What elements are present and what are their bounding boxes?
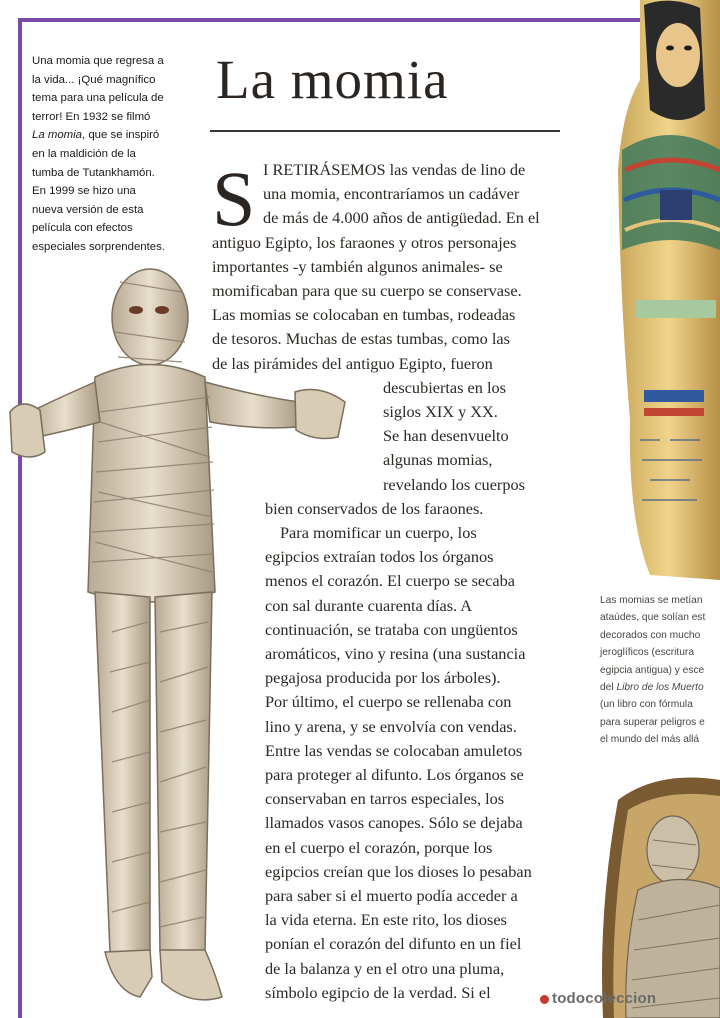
article-line: Se han desenvuelto (383, 426, 509, 446)
article-line: I RETIRÁSEMOS las vendas de lino de (263, 160, 526, 179)
article-line: en el cuerpo el corazón, porque los (265, 837, 493, 857)
book-title-italic: Libro de los Muerto (616, 682, 704, 694)
film-title-italic: La momia (32, 129, 83, 142)
article-line: conservaban en tarros especiales, los (265, 789, 505, 809)
article-line: lino y arena, y se envolvía con vendas. (265, 716, 517, 736)
caption-line (32, 126, 182, 145)
article-line: continuación, se trataba con ungüentos (265, 619, 518, 639)
article-line: Por último, el cuerpo se rellenaba con (265, 692, 512, 712)
article-line: la vida eterna. En este rito, los dioses (265, 910, 507, 930)
article-line: de más de 4.000 años de antigüedad. En el (263, 208, 540, 228)
caption-text: del (600, 682, 617, 694)
caption-line: terror! En 1932 se filmó (32, 110, 151, 123)
mummy-coffin-illustration (598, 770, 720, 1018)
caption-line: nueva versión de esta (32, 203, 144, 216)
sarcophagus-illustration (600, 0, 720, 580)
article-line: Entre las vendas se colocaban amuletos (265, 740, 523, 760)
article-line: siglos XIX y XX. (383, 402, 498, 421)
drop-cap: S (212, 155, 256, 242)
caption-line: Una momia que regresa a (32, 55, 164, 67)
article-line: de la balanza y en el otro una pluma, (265, 958, 505, 978)
caption-line: ataúdes, que solían est (600, 612, 706, 624)
article-line: de las pirámides del antiguo Egipto, fueron (212, 353, 493, 373)
article-line: egipcios extraían todos los órganos (265, 547, 494, 567)
article-line: para saber si el muerto podía acceder a (265, 886, 518, 905)
article-line: Para momificar un cuerpo, los (280, 523, 477, 542)
watermark (540, 990, 656, 1007)
caption-line: la vida... ¡Qué magnífico (32, 73, 156, 86)
article-line: pegajosa producida por los árboles). (265, 668, 501, 688)
caption-line: especiales sorprendentes. (32, 240, 165, 253)
caption-line: En 1999 se hizo una (32, 185, 136, 198)
article-line: ponían el corazón del difunto en un fiel (265, 934, 522, 954)
caption-line: egipcia antigua) y esce (600, 664, 705, 676)
caption-line: el mundo del más allá (600, 734, 700, 746)
article-line: revelando los cuerpos (383, 474, 525, 494)
article-line: para proteger al difunto. Los órganos se (265, 765, 524, 784)
title-underline (210, 130, 560, 132)
article-line: con sal durante cuarenta días. A (265, 595, 473, 615)
article-line: bien conservados de los faraones. (265, 498, 484, 518)
article-line: egipcios creían que los dioses lo pesaban (265, 861, 532, 881)
article-line: antiguo Egipto, los faraones y otros personajes (212, 232, 517, 252)
article-line: importantes -y también algunos animales- se (212, 256, 503, 276)
caption-line: (un libro con fórmula (600, 699, 693, 711)
article-line: algunas momias, (383, 450, 493, 470)
article-line: menos el corazón. El cuerpo se secaba (265, 571, 515, 591)
caption-line: tema para una película de (32, 92, 164, 105)
caption-line: tumba de Tutankhamón. (32, 166, 155, 179)
caption-text: , que se inspiró (82, 129, 160, 142)
caption-line: para superar peligros e (600, 716, 705, 728)
page-title: La momia (216, 49, 449, 110)
caption-line: jeroglíficos (escritura (600, 647, 694, 659)
watermark-logo-icon (540, 995, 549, 1004)
coffin-caption (600, 592, 720, 749)
film-caption (32, 52, 182, 257)
caption-line: película con efectos (32, 222, 133, 235)
caption-line (600, 679, 720, 696)
article-line: símbolo egipcio de la verdad. Si el (265, 982, 491, 1002)
article-line: momificaban para que su cuerpo se conservase. (212, 281, 522, 300)
caption-line: decorados con mucho (600, 629, 701, 641)
article-line: llamados vasos canopes. Sólo se dejaba (265, 813, 523, 833)
article-line: Las momias se colocaban en tumbas, rodeadas (212, 305, 516, 325)
article-line: aromáticos, vino y resina (una sustancia (265, 644, 526, 663)
article-line: descubiertas en los (383, 377, 506, 397)
article-line: una momia, encontraríamos un cadáver (263, 184, 520, 204)
watermark-text: todocoleccion (552, 990, 657, 1007)
caption-line: Las momias se metían (600, 595, 703, 606)
article-line: de tesoros. Muchas de estas tumbas, como las (212, 329, 510, 349)
caption-line: en la maldición de la (32, 147, 136, 160)
